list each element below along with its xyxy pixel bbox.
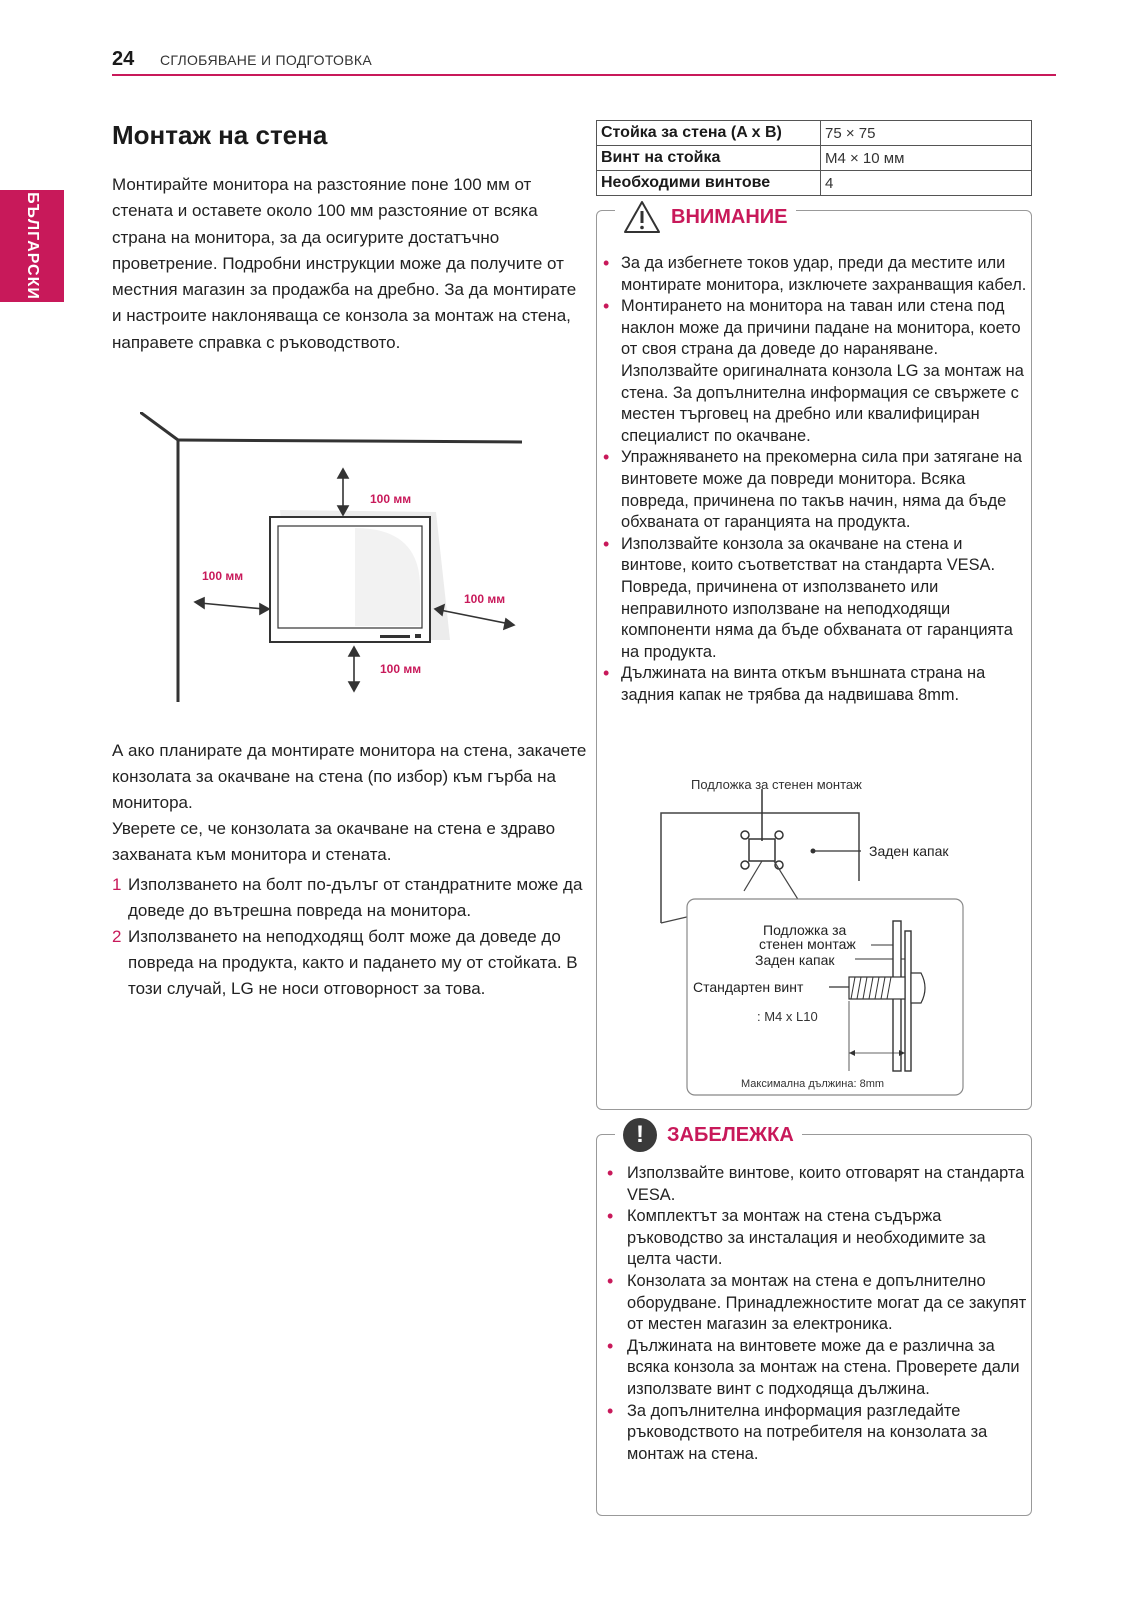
detail-pad-label-line1: Подложка за bbox=[763, 922, 847, 938]
warning-triangle-icon bbox=[623, 200, 661, 234]
clearance-label-left: 100 мм bbox=[202, 569, 244, 583]
item-number: 2 bbox=[112, 927, 122, 946]
table-row bbox=[597, 146, 1032, 171]
mount-pad-label: Подложка за стенен монтаж bbox=[691, 777, 862, 792]
intro-paragraph: Монтирайте монитора на разстояние поне 100 мм от стената и оставете около 100 мм разстояние от всяка страна на монитора, за да осигурите достатъчно проветрение. Подробни инструкции може да получите от местния магазин за продажба на дребно. За да монтирате и настроите наклоняваща се конзола за монтаж на стена, направете справка с ръководството. bbox=[112, 175, 577, 352]
detail-back-cover-label: Заден капак bbox=[755, 952, 835, 968]
table-row bbox=[597, 171, 1032, 196]
list-item: • Конзолата за монтаж на стена е допълнително оборудване. Принадлежностите могат да се закупят от местен магазин за електроника. bbox=[601, 1271, 1029, 1336]
header-divider bbox=[112, 74, 1056, 76]
vesa-spec-table bbox=[596, 120, 1032, 196]
list-item: • Използвайте винтове, които отговарят на стандарта VESA. bbox=[601, 1163, 1029, 1206]
standard-screw-label: Стандартен винт bbox=[693, 979, 804, 995]
list-item: • Монтирането на монитора на таван или стена под наклон може да причини падане на монитора, което от своя страна да доведе до нараняване. Използвайте оригиналната конзола LG за монтаж на стена. За допълнителна информация се свържете с местен търговец на дребно или квалифициран специалист по окачване. bbox=[601, 296, 1031, 447]
item-text: Използването на болт по-дълъг от стандратните може да доведе до вътрешна повреда на монитора. bbox=[128, 875, 583, 920]
list-item bbox=[112, 924, 592, 1002]
section-title: СГЛОБЯВАНЕ И ПОДГОТОВКА bbox=[160, 52, 372, 68]
note-title: ЗАБЕЛЕЖКА bbox=[667, 1123, 794, 1146]
page-number: 24 bbox=[112, 48, 135, 70]
list-item: • Упражняването на прекомерна сила при затягане на винтовете може да повреди монитора. Всяка повреда, причинена по такъв начин, няма да бъде обхваната от гаранцията на продукта. bbox=[601, 447, 1031, 533]
numbered-warnings bbox=[112, 872, 592, 1002]
caution-box bbox=[596, 205, 1032, 1110]
clearance-label-bottom: 100 мм bbox=[380, 662, 422, 676]
attach-bracket-paragraph: А ако планирате да монтирате монитора на стена, закачете конзолата за окачване на стена (по избор) към гърба на монитора. bbox=[112, 741, 587, 812]
spec-key: Винт на стойка bbox=[597, 146, 821, 171]
list-item: • За допълнителна информация разгледайте ръководството на потребителя на конзолата за монтаж на стена. bbox=[601, 1401, 1029, 1466]
back-cover-label: Заден капак bbox=[869, 843, 949, 859]
item-text: Използването на неподходящ болт може да доведе до повреда на продукта, както и падането му от стойката. В този случай, LG не носи отговорност за това. bbox=[128, 927, 578, 998]
spec-value: 4 bbox=[821, 171, 1032, 196]
note-list bbox=[601, 1163, 1029, 1465]
note-box bbox=[596, 1121, 1032, 1516]
caution-title: ВНИМАНИЕ bbox=[671, 205, 788, 228]
spec-key: Стойка за стена (A x B) bbox=[597, 121, 821, 146]
detail-pad-label-line2: стенен монтаж bbox=[759, 936, 856, 952]
item-number: 1 bbox=[112, 875, 122, 894]
language-tab-label: БЪЛГАРСКИ bbox=[24, 192, 41, 300]
list-item: • Дължината на винтовете може да е различна за всяка конзола за монтаж на стена. Проверете дали използвате винт с подходяща дължина. bbox=[601, 1336, 1029, 1401]
screw-length-diagram bbox=[649, 771, 1029, 1101]
list-item: • Използвайте конзола за окачване на стена и винтове, които съответстват на стандарта VESA. Повреда, причинена от използването или неправилното използване на неподходящи компоненти няма да бъде обхваната от гаранцията на продукта. bbox=[601, 534, 1031, 664]
list-item bbox=[112, 872, 592, 924]
caution-header bbox=[615, 199, 796, 235]
max-length-label: Максимална дължина: 8mm bbox=[741, 1078, 885, 1090]
list-item: • Комплектът за монтаж на стена съдържа ръководство за инсталация и необходимите за целта части. bbox=[601, 1206, 1029, 1271]
wall-clearance-diagram bbox=[140, 412, 540, 702]
list-item: • Дължината на винта откъм външната страна на задния капак не трябва да надвишава 8mm. bbox=[601, 663, 1031, 706]
note-header bbox=[615, 1115, 802, 1155]
spec-value: 75 × 75 bbox=[821, 121, 1032, 146]
table-row bbox=[597, 121, 1032, 146]
caution-list bbox=[601, 253, 1031, 706]
clearance-label-top: 100 мм bbox=[370, 492, 412, 506]
list-item: • За да избегнете токов удар, преди да местите или монтирате монитора, изключете захранващия кабел. bbox=[601, 253, 1031, 296]
screw-spec-label: : M4 x L10 bbox=[757, 1009, 818, 1024]
page-title: Монтаж на стена bbox=[112, 120, 328, 150]
clearance-label-right: 100 мм bbox=[464, 592, 506, 606]
spec-value: M4 × 10 мм bbox=[821, 146, 1032, 171]
secure-bracket-paragraph: Уверете се, че конзолата за окачване на стена е здраво захваната към монитора и стената. bbox=[112, 819, 556, 864]
spec-key: Необходими винтове bbox=[597, 171, 821, 196]
language-tab bbox=[0, 190, 64, 302]
exclamation-icon: ! bbox=[623, 1118, 657, 1152]
